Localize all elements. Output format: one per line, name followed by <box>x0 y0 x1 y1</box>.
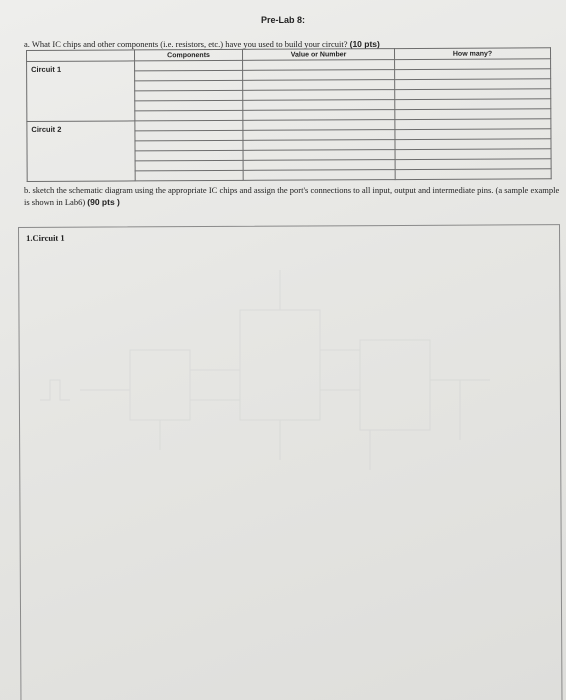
question-b-marker: b. <box>24 185 31 195</box>
table-cell[interactable] <box>135 90 243 101</box>
header-value: Value or Number <box>242 49 394 61</box>
header-blank <box>27 50 135 62</box>
header-components: Components <box>135 49 243 61</box>
table-cell[interactable] <box>395 169 551 180</box>
table-cell[interactable] <box>135 60 243 71</box>
sketch-box-label: 1.Circuit 1 <box>26 232 65 243</box>
page-title: Pre-Lab 8: <box>260 15 305 25</box>
table-cell[interactable] <box>135 120 243 131</box>
table-cell[interactable] <box>135 100 243 111</box>
table-cell[interactable] <box>135 70 243 81</box>
header-quantity: How many? <box>394 48 550 60</box>
show-through-schematic <box>40 250 520 480</box>
table-cell[interactable] <box>135 110 243 121</box>
components-table <box>26 47 552 182</box>
question-a-points: (10 pts) <box>349 39 380 49</box>
table-cell[interactable] <box>135 140 243 151</box>
circuit-2-label: Circuit 2 <box>27 121 135 182</box>
table-cell[interactable] <box>135 160 243 171</box>
question-a-marker: a. <box>24 39 30 49</box>
table-cell[interactable] <box>135 80 243 91</box>
question-a-text: What IC chips and other components (i.e. resistors, etc.) have you used to build your circuit? <box>31 39 348 49</box>
table-cell[interactable] <box>243 170 395 181</box>
table-cell[interactable] <box>135 170 243 181</box>
table-cell[interactable] <box>135 130 243 141</box>
question-b-text: sketch the schematic diagram using the appropriate IC chips and assign the port's connections to all input, output and intermediate pins. (a sample example is shown in Lab6) <box>24 185 560 207</box>
table-cell[interactable] <box>135 150 243 161</box>
circuit-1-label: Circuit 1 <box>27 61 135 122</box>
question-b <box>24 184 566 208</box>
question-b-points: (90 pts ) <box>87 197 120 207</box>
